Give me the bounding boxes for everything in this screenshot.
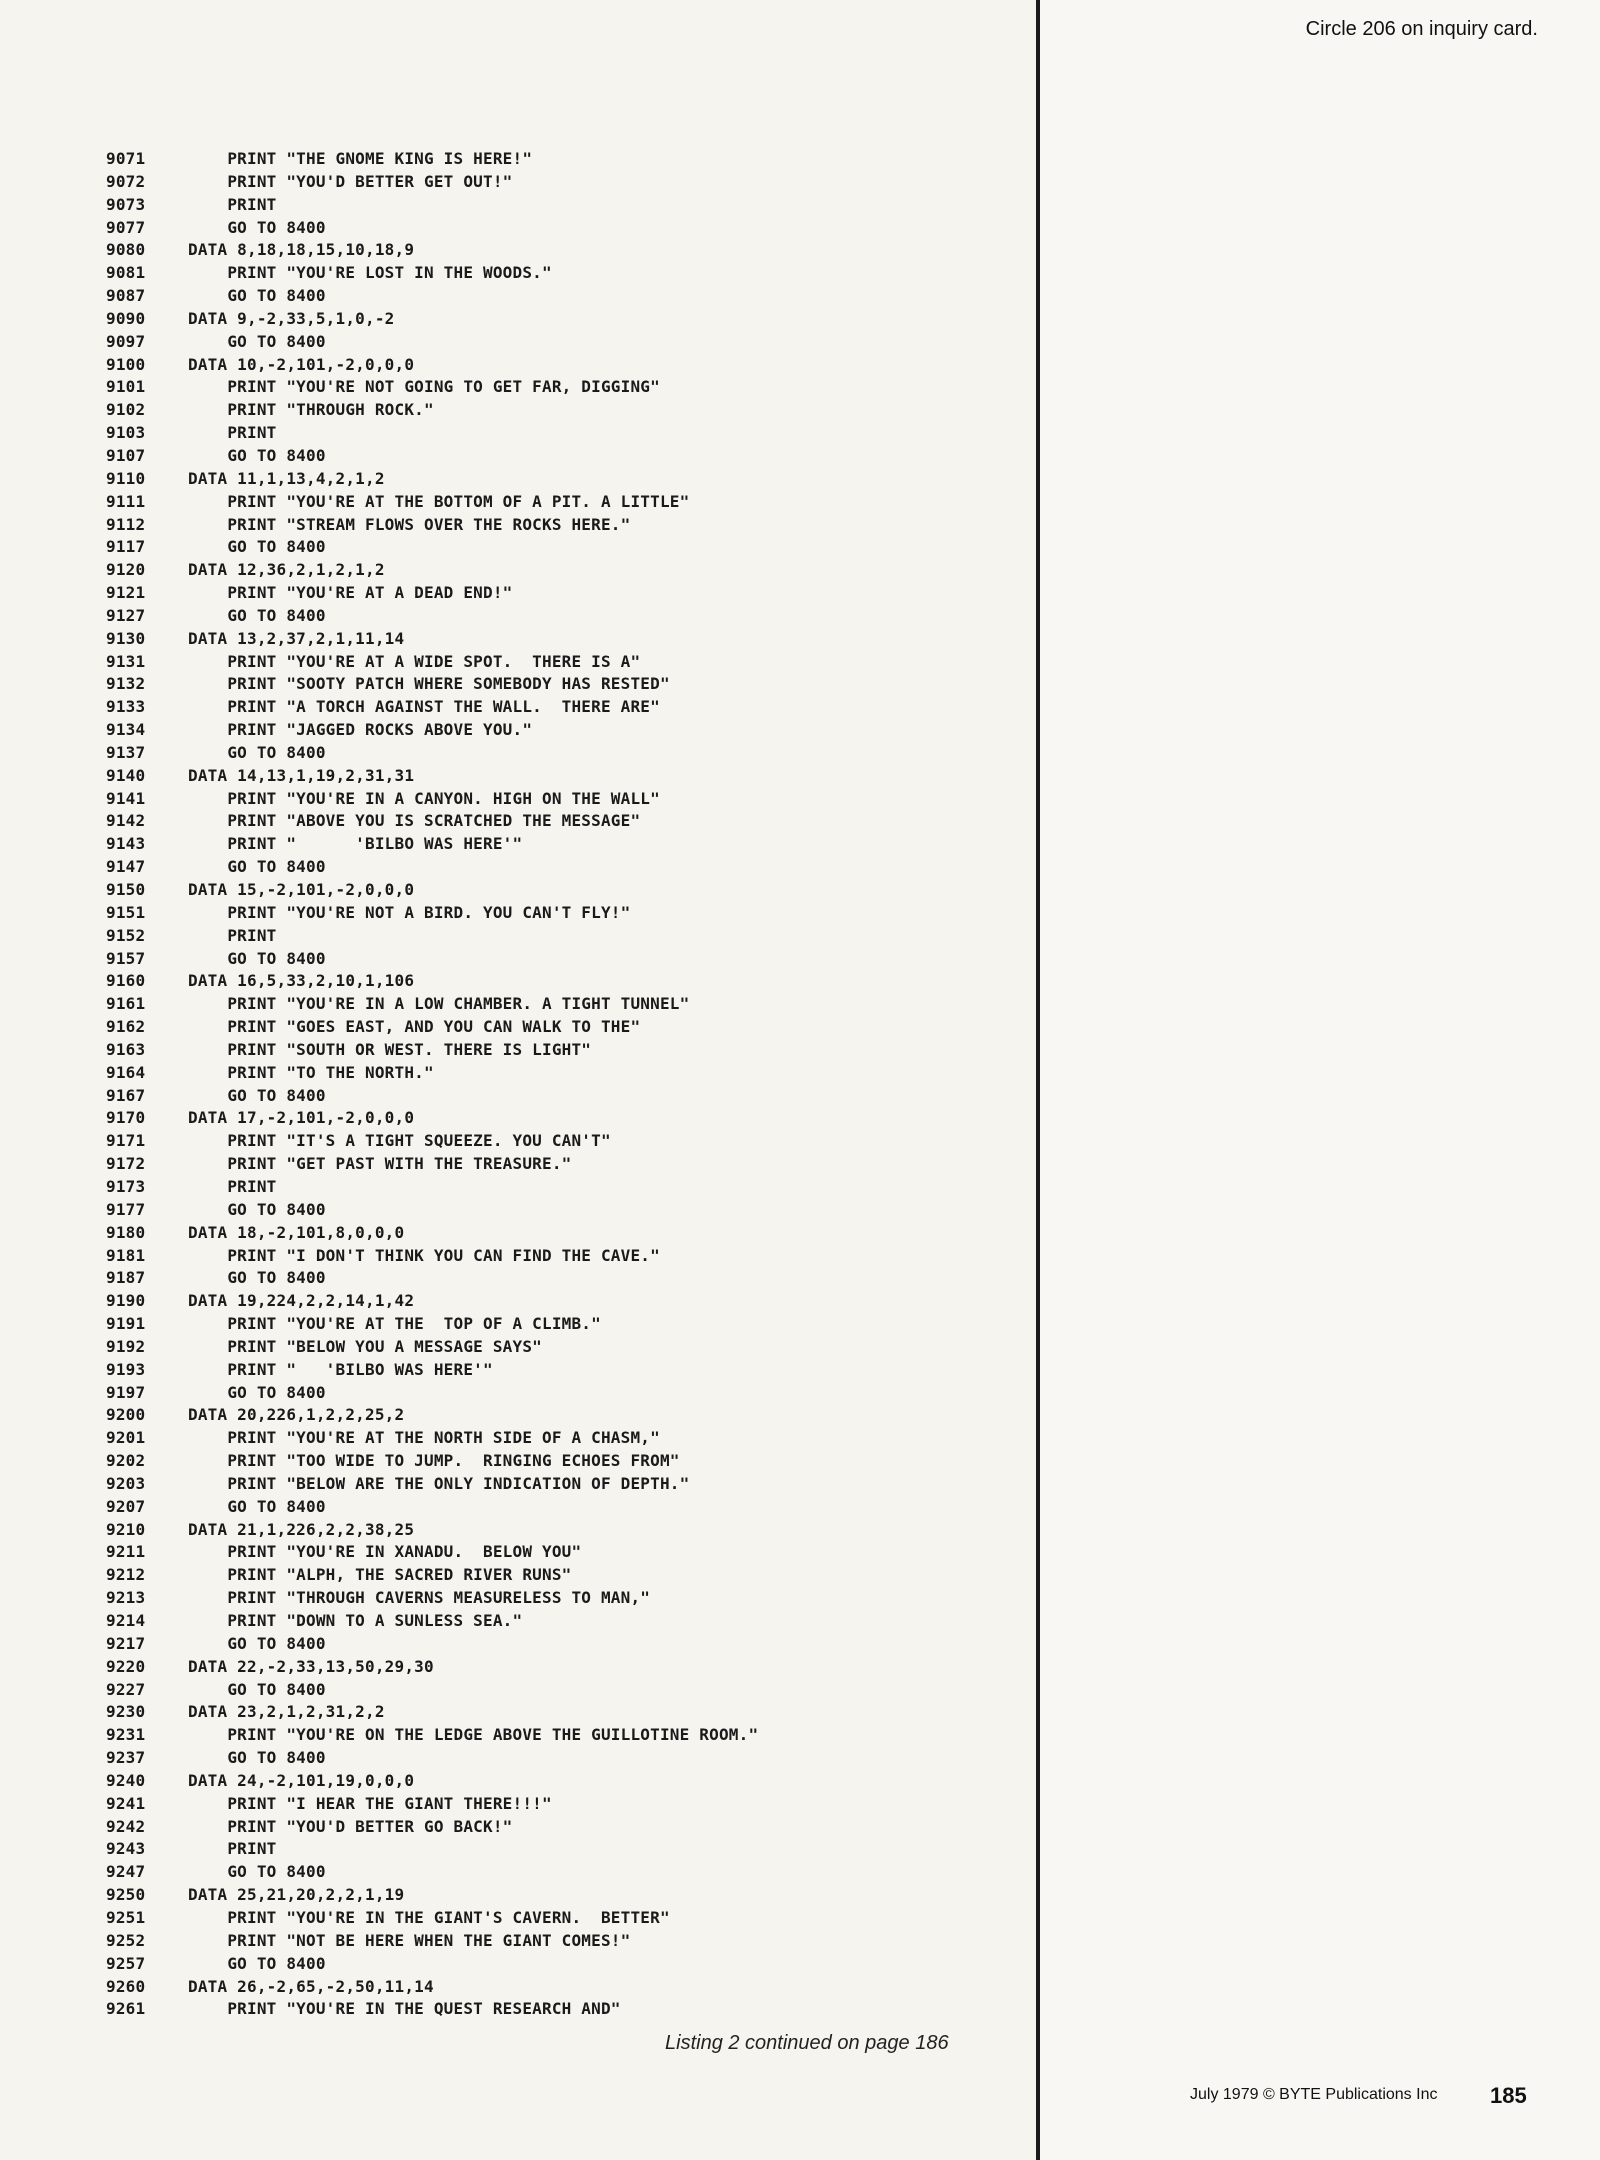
line-code: DATA 15,-2,101,-2,0,0,0 — [188, 880, 415, 899]
listing-line — [106, 1564, 1036, 1587]
line-number: 9220 — [106, 1656, 146, 1676]
line-code: PRINT "THE GNOME KING IS HERE!" — [188, 149, 533, 168]
listing-line — [106, 1359, 1036, 1382]
line-number: 9157 — [106, 948, 146, 968]
listing-line — [106, 1541, 1036, 1564]
line-code: PRINT "ABOVE YOU IS SCRATCHED THE MESSAGE" — [188, 811, 641, 831]
line-number: 9101 — [106, 377, 146, 397]
line-code: PRINT "BELOW ARE THE ONLY INDICATION OF DEPTH." — [188, 1473, 690, 1493]
listing-line — [106, 810, 1036, 833]
line-code: GO TO 8400 — [188, 217, 326, 237]
listing-line — [106, 468, 1036, 491]
listing-line — [106, 1724, 1036, 1747]
listing-line — [106, 1290, 1036, 1313]
line-number: 9141 — [106, 788, 146, 808]
line-number: 9132 — [106, 674, 146, 694]
line-code: DATA 22,-2,33,13,50,29,30 — [188, 1656, 434, 1676]
line-number: 9197 — [106, 1382, 146, 1402]
listing-line — [106, 1701, 1036, 1724]
line-code: GO TO 8400 — [188, 857, 326, 877]
listing-line — [106, 536, 1036, 559]
listing-line — [106, 1153, 1036, 1176]
line-code: GO TO 8400 — [188, 537, 326, 557]
listing-line — [106, 628, 1036, 651]
line-number: 9142 — [106, 811, 146, 831]
line-code: GO TO 8400 — [188, 286, 326, 306]
line-code: PRINT "A TORCH AGAINST THE WALL. THERE ARE" — [188, 697, 660, 717]
listing-line — [106, 1793, 1036, 1816]
listing-line — [106, 1838, 1036, 1861]
listing-line — [106, 1130, 1036, 1153]
line-code: PRINT — [188, 1176, 277, 1196]
listing-line — [106, 1976, 1036, 1999]
line-code: PRINT "YOU'RE AT A WIDE SPOT. THERE IS A" — [188, 651, 641, 671]
line-number: 9163 — [106, 1039, 146, 1059]
line-code: PRINT "YOU'RE NOT A BIRD. YOU CAN'T FLY!" — [188, 902, 631, 922]
line-code: PRINT "IT'S A TIGHT SQUEEZE. YOU CAN'T" — [188, 1131, 611, 1151]
line-code: PRINT — [188, 1839, 277, 1859]
line-code: DATA 24,-2,101,19,0,0,0 — [188, 1770, 415, 1790]
line-code: PRINT "JAGGED ROCKS ABOVE YOU." — [188, 720, 533, 740]
listing-line — [106, 1245, 1036, 1268]
line-number: 9247 — [106, 1862, 146, 1882]
listing-line — [106, 1633, 1036, 1656]
line-code: GO TO 8400 — [188, 1748, 326, 1768]
line-code: PRINT "SOUTH OR WEST. THERE IS LIGHT" — [188, 1039, 592, 1059]
listing-line — [106, 1382, 1036, 1405]
line-code: PRINT "I DON'T THINK YOU CAN FIND THE CAVE." — [188, 1245, 660, 1265]
line-code: PRINT "TOO WIDE TO JUMP. RINGING ECHOES FROM" — [188, 1451, 680, 1471]
line-number: 9111 — [106, 491, 146, 511]
line-number: 9171 — [106, 1131, 146, 1151]
line-code: PRINT " 'BILBO WAS HERE'" — [188, 834, 523, 854]
listing-line — [106, 1770, 1036, 1793]
listing-line — [106, 948, 1036, 971]
listing-line — [106, 788, 1036, 811]
line-number: 9193 — [106, 1359, 146, 1379]
line-number: 9240 — [106, 1770, 146, 1790]
listing-line — [106, 331, 1036, 354]
line-number: 9261 — [106, 1999, 146, 2019]
line-code: DATA 23,2,1,2,31,2,2 — [188, 1702, 385, 1722]
line-code: PRINT "YOU'RE NOT GOING TO GET FAR, DIGGING" — [188, 377, 660, 397]
line-code: PRINT "YOU'RE IN A CANYON. HIGH ON THE WALL" — [188, 788, 660, 808]
line-number: 9252 — [106, 1930, 146, 1950]
line-number: 9110 — [106, 468, 146, 488]
line-code: DATA 17,-2,101,-2,0,0,0 — [188, 1108, 415, 1128]
line-code: PRINT "STREAM FLOWS OVER THE ROCKS HERE." — [188, 514, 631, 534]
line-code: GO TO 8400 — [188, 1679, 326, 1699]
listing-line — [106, 559, 1036, 582]
line-number: 9260 — [106, 1976, 146, 1996]
line-number: 9242 — [106, 1816, 146, 1836]
line-code: PRINT "NOT BE HERE WHEN THE GIANT COMES!" — [188, 1930, 631, 1950]
line-code: PRINT "YOU'RE IN XANADU. BELOW YOU" — [188, 1542, 582, 1562]
line-code: DATA 21,1,226,2,2,38,25 — [188, 1519, 415, 1539]
continued-note: Listing 2 continued on page 186 — [665, 2032, 949, 2054]
line-code: GO TO 8400 — [188, 1953, 326, 1973]
listing-line — [106, 285, 1036, 308]
line-code: PRINT "SOOTY PATCH WHERE SOMEBODY HAS RESTED" — [188, 674, 670, 694]
issue-credit: July 1979 © BYTE Publications Inc — [1190, 2086, 1438, 2103]
listing-line — [106, 993, 1036, 1016]
line-number: 9231 — [106, 1725, 146, 1745]
line-number: 9112 — [106, 514, 146, 534]
line-number: 9191 — [106, 1314, 146, 1334]
line-code: DATA 11,1,13,4,2,1,2 — [188, 468, 385, 488]
line-code: GO TO 8400 — [188, 1085, 326, 1105]
line-code: PRINT — [188, 423, 277, 443]
line-code: DATA 19,224,2,2,14,1,42 — [188, 1291, 415, 1311]
listing-line — [106, 1450, 1036, 1473]
listing-line — [106, 1267, 1036, 1290]
line-number: 9230 — [106, 1702, 146, 1722]
line-number: 9250 — [106, 1885, 146, 1905]
listing-line — [106, 1884, 1036, 1907]
listing-line — [106, 833, 1036, 856]
listing-line — [106, 902, 1036, 925]
line-code: PRINT "YOU'RE AT THE NORTH SIDE OF A CHASM," — [188, 1428, 660, 1448]
line-number: 9227 — [106, 1679, 146, 1699]
line-number: 9127 — [106, 605, 146, 625]
listing-line — [106, 1222, 1036, 1245]
line-code: PRINT "YOU'RE LOST IN THE WOODS." — [188, 263, 552, 283]
line-code: DATA 10,-2,101,-2,0,0,0 — [188, 354, 415, 374]
listing-line — [106, 582, 1036, 605]
listing-line — [106, 1336, 1036, 1359]
line-number: 9257 — [106, 1953, 146, 1973]
listing-line — [106, 605, 1036, 628]
listing-line — [106, 422, 1036, 445]
listing-line — [106, 217, 1036, 240]
line-code: PRINT "DOWN TO A SUNLESS SEA." — [188, 1611, 523, 1630]
line-code: DATA 20,226,1,2,2,25,2 — [188, 1405, 405, 1425]
line-number: 9161 — [106, 994, 146, 1014]
line-number: 9130 — [106, 628, 146, 648]
line-number: 9190 — [106, 1291, 146, 1311]
listing-line — [106, 1107, 1036, 1130]
line-number: 9160 — [106, 971, 146, 991]
line-number: 9203 — [106, 1473, 146, 1493]
listing-line — [106, 1313, 1036, 1336]
line-number: 9102 — [106, 400, 146, 420]
listing-line — [106, 1519, 1036, 1542]
line-number: 9137 — [106, 742, 146, 762]
line-number: 9143 — [106, 834, 146, 854]
line-number: 9107 — [106, 445, 146, 465]
listing-line — [106, 651, 1036, 674]
line-number: 9133 — [106, 697, 146, 717]
line-number: 9090 — [106, 308, 146, 328]
line-number: 9237 — [106, 1748, 146, 1768]
listing-line — [106, 1039, 1036, 1062]
line-code: PRINT "YOU'RE ON THE LEDGE ABOVE THE GUILLOTINE ROOM." — [188, 1725, 759, 1745]
line-number: 9217 — [106, 1633, 146, 1653]
line-code: PRINT "YOU'RE AT THE BOTTOM OF A PIT. A LITTLE" — [188, 491, 690, 511]
line-code: PRINT "THROUGH CAVERNS MEASURELESS TO MAN," — [188, 1588, 651, 1608]
listing-line — [106, 742, 1036, 765]
line-code: GO TO 8400 — [188, 605, 326, 625]
line-number: 9251 — [106, 1907, 146, 1927]
line-code: PRINT "YOU'RE AT A DEAD END!" — [188, 583, 513, 603]
line-code: GO TO 8400 — [188, 948, 326, 968]
line-code: GO TO 8400 — [188, 1199, 326, 1219]
listing-line — [106, 194, 1036, 217]
listing-line — [106, 1747, 1036, 1770]
line-number: 9151 — [106, 902, 146, 922]
listing-line — [106, 1016, 1036, 1039]
listing-line — [106, 1610, 1036, 1633]
line-code: DATA 13,2,37,2,1,11,14 — [188, 628, 405, 648]
listing-line — [106, 1473, 1036, 1496]
line-number: 9097 — [106, 331, 146, 351]
listing-line — [106, 354, 1036, 377]
line-number: 9081 — [106, 263, 146, 283]
line-number: 9180 — [106, 1222, 146, 1242]
listing-line — [106, 1496, 1036, 1519]
line-code: DATA 9,-2,33,5,1,0,-2 — [188, 308, 395, 328]
listing-line — [106, 879, 1036, 902]
listing-line — [106, 1953, 1036, 1976]
listing-line — [106, 673, 1036, 696]
line-code: PRINT "BELOW YOU A MESSAGE SAYS" — [188, 1336, 542, 1356]
line-number: 9100 — [106, 354, 146, 374]
line-number: 9210 — [106, 1519, 146, 1539]
line-code: GO TO 8400 — [188, 742, 326, 762]
line-number: 9134 — [106, 720, 146, 740]
line-number: 9140 — [106, 765, 146, 785]
line-number: 9214 — [106, 1611, 146, 1630]
listing-line — [106, 1679, 1036, 1702]
line-code: DATA 18,-2,101,8,0,0,0 — [188, 1222, 405, 1242]
listing-line — [106, 696, 1036, 719]
listing-line — [106, 1404, 1036, 1427]
listing-line — [106, 1861, 1036, 1884]
line-code: PRINT "GET PAST WITH THE TREASURE." — [188, 1154, 572, 1174]
ad-lower — [1088, 52, 1525, 1758]
line-code: PRINT "YOU'D BETTER GET OUT!" — [188, 171, 513, 191]
listing-line — [106, 1587, 1036, 1610]
line-number: 9121 — [106, 583, 146, 603]
line-number: 9164 — [106, 1062, 146, 1082]
line-code: DATA 12,36,2,1,2,1,2 — [188, 560, 385, 580]
line-code: PRINT — [188, 925, 277, 945]
line-code: GO TO 8400 — [188, 445, 326, 465]
line-code: DATA 26,-2,65,-2,50,11,14 — [188, 1976, 434, 1996]
line-code: DATA 16,5,33,2,10,1,106 — [188, 971, 415, 991]
line-code: PRINT "I HEAR THE GIANT THERE!!!" — [188, 1793, 552, 1813]
line-number: 9072 — [106, 171, 146, 191]
listing-line — [106, 1907, 1036, 1930]
listing-line — [106, 1656, 1036, 1679]
listing-line — [106, 148, 1036, 171]
line-number: 9172 — [106, 1154, 146, 1174]
listing-line — [106, 308, 1036, 331]
listing-line — [106, 1062, 1036, 1085]
line-number: 9187 — [106, 1268, 146, 1288]
listing-line — [106, 1427, 1036, 1450]
listing-line — [106, 856, 1036, 879]
line-number: 9167 — [106, 1085, 146, 1105]
line-number: 9201 — [106, 1428, 146, 1448]
line-number: 9162 — [106, 1017, 146, 1037]
line-code: GO TO 8400 — [188, 1382, 326, 1402]
listing-line — [106, 445, 1036, 468]
listing-line — [106, 171, 1036, 194]
line-number: 9087 — [106, 286, 146, 306]
line-number: 9211 — [106, 1542, 146, 1562]
line-code: DATA 8,18,18,15,10,18,9 — [188, 240, 415, 260]
line-code: PRINT "YOU'RE IN THE GIANT'S CAVERN. BETTER" — [188, 1907, 670, 1927]
listing-line — [106, 376, 1036, 399]
listing-line — [106, 1176, 1036, 1199]
listing-line — [106, 925, 1036, 948]
line-code: PRINT "YOU'RE AT THE TOP OF A CLIMB." — [188, 1314, 601, 1334]
line-code: GO TO 8400 — [188, 1633, 326, 1653]
line-code: GO TO 8400 — [188, 331, 326, 351]
line-number: 9147 — [106, 857, 146, 877]
line-code: PRINT "YOU'D BETTER GO BACK!" — [188, 1816, 513, 1836]
listing-line — [106, 239, 1036, 262]
listing-line — [106, 1085, 1036, 1108]
basic-listing — [106, 148, 1036, 2021]
listing-line — [106, 765, 1036, 788]
line-number: 9170 — [106, 1108, 146, 1128]
line-code: DATA 14,13,1,19,2,31,31 — [188, 765, 415, 785]
line-code: PRINT "GOES EAST, AND YOU CAN WALK TO THE" — [188, 1017, 641, 1037]
line-number: 9103 — [106, 423, 146, 443]
listing-line — [106, 514, 1036, 537]
line-code: DATA 25,21,20,2,2,1,19 — [188, 1885, 405, 1905]
line-number: 9131 — [106, 651, 146, 671]
listing-line — [106, 1930, 1036, 1953]
line-code: GO TO 8400 — [188, 1862, 326, 1882]
line-code: PRINT — [188, 194, 277, 214]
line-number: 9173 — [106, 1176, 146, 1196]
line-number: 9120 — [106, 560, 146, 580]
line-number: 9192 — [106, 1336, 146, 1356]
listing-line — [106, 970, 1036, 993]
listing-line — [106, 262, 1036, 285]
line-code: GO TO 8400 — [188, 1268, 326, 1288]
line-number: 9117 — [106, 537, 146, 557]
page-number: 185 — [1490, 2083, 1527, 2108]
line-number: 9207 — [106, 1496, 146, 1516]
inquiry-note: Circle 206 on inquiry card. — [1305, 18, 1538, 40]
listing-line — [106, 1816, 1036, 1839]
line-number: 9071 — [106, 149, 146, 168]
listing-line — [106, 719, 1036, 742]
line-code: PRINT "TO THE NORTH." — [188, 1062, 434, 1082]
line-code: PRINT "THROUGH ROCK." — [188, 400, 434, 420]
line-number: 9080 — [106, 240, 146, 260]
line-number: 9181 — [106, 1245, 146, 1265]
line-number: 9152 — [106, 925, 146, 945]
line-number: 9202 — [106, 1451, 146, 1471]
line-number: 9241 — [106, 1793, 146, 1813]
line-number: 9077 — [106, 217, 146, 237]
line-number: 9150 — [106, 880, 146, 899]
line-number: 9200 — [106, 1405, 146, 1425]
line-code: PRINT "ALPH, THE SACRED RIVER RUNS" — [188, 1565, 572, 1585]
line-code: PRINT "YOU'RE IN A LOW CHAMBER. A TIGHT TUNNEL" — [188, 994, 690, 1014]
line-number: 9177 — [106, 1199, 146, 1219]
line-number: 9212 — [106, 1565, 146, 1585]
line-number: 9243 — [106, 1839, 146, 1859]
line-code: PRINT "YOU'RE IN THE QUEST RESEARCH AND" — [188, 1999, 621, 2019]
listing-line — [106, 399, 1036, 422]
listing-line — [106, 1998, 1036, 2021]
listing-line — [106, 1199, 1036, 1222]
line-code: PRINT " 'BILBO WAS HERE'" — [188, 1359, 493, 1379]
listing-line — [106, 491, 1036, 514]
line-code: GO TO 8400 — [188, 1496, 326, 1516]
line-number: 9073 — [106, 194, 146, 214]
line-number: 9213 — [106, 1588, 146, 1608]
